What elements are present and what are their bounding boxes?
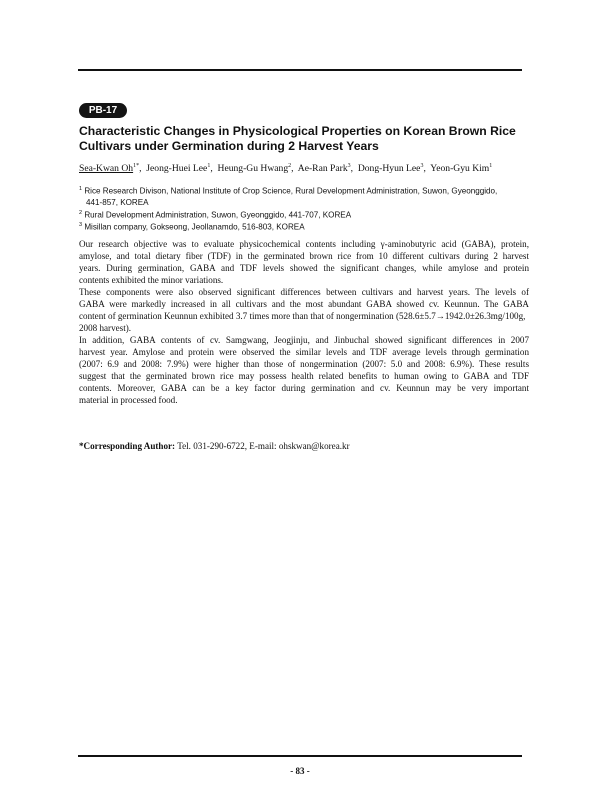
author-affil-mark: 2 [288,163,292,169]
abstract-body [79,238,529,406]
abstract-line: suggest that the germinated brown rice may possess health related benefits to human owing to GABA and TDF [79,371,529,381]
author-list: Sea-Kwan $Oh^{1*}$, Jeong-Huei Lee$^1$, Heung-Gu Hwang$^2$, Ae-Ran Park$^3$, Dong-Hyun Lee$^3$, Yeon-Gyu Kim$^1$ [79,163,493,175]
poster-badge: PB-17 [79,103,127,118]
affiliation [79,184,529,197]
affiliation-continued: 441-857, KOREA [86,197,149,207]
author-affil-mark: 3 [347,163,351,169]
abstract-line: Our research objective was to evaluate physicochemical contents including γ-aminobutyric acid (GABA), protein, [79,239,529,249]
abstract-line: GABA were markedly increased in all cultivars and the most abundant GABA showed cv. Keunnun. The GABA [79,299,529,309]
abstract-line: material in processed food. [79,395,178,405]
abstract-line: harvest year. Amylose and protein were observed the similar levels and TDF average levels through germination [79,347,529,357]
affiliation-number: 1 [79,186,83,192]
corresponding-author [79,441,529,451]
paper-title [79,124,529,154]
abstract-line: contents. Moreover, GABA can be a key factor during germination and cv. Keunnun may be very important [79,383,529,393]
affiliation-text: Misillan company, Gokseong, Jeollanamdo, 516-803, KOREA [84,223,305,233]
affiliation-list [79,184,529,233]
author-affil-mark: 1 [489,163,493,169]
corresponding-contact: Tel. 031-290-6722, E-mail: ohskwan@korea.kr [175,441,350,451]
author-name: Dong-Hyun Lee [357,163,421,175]
abstract-line: (2007: 6.9 and 2008: 7.9%) were higher than those of nongermination (2007: 5.0 and 2008: 6.9%). These results [79,359,529,369]
author-name: Yeon-Gyu Kim [430,163,490,175]
abstract-line: content of germination Keunnun exhibited 3.7 times more than that of nongermination (528.6±5.7→1942.0±26.3mg/100g, [79,311,526,321]
abstract-line: 2008 harvest). [79,323,132,333]
author-name: Heung-Gu Hwang [217,163,289,175]
abstract-line: contents exhibited the minor variations. [79,275,224,285]
bottom-rule [78,755,522,757]
affiliation [79,220,529,233]
author-affil-mark: 1* [133,163,140,169]
corresponding-label: *Corresponding Author: [79,441,176,451]
affiliation-text: Rice Research Divison, National Institute of Crop Science, Rural Development Administration, Suwon, Gyeonggido, [84,186,498,196]
abstract-line: In addition, GABA contents of cv. Samgwang, Jeogjinju, and Jinbuchal showed significant differences in 2007 [79,335,529,345]
affiliation-text: Rural Development Administration, Suwon, Gyeonggido, 441-707, KOREA [84,210,352,220]
page-number: - 83 - [290,766,310,776]
top-rule [78,69,522,71]
abstract-line: years. During germination, GABA and TDF levels showed the significant changes, while amylose and protein [79,263,529,273]
affiliation-number: 2 [79,209,83,216]
title-line: Cultivars under Germination during 2 Harvest Years [79,139,379,153]
abstract-line: amylose, and total dietary fiber (TDF) in the germinated brown rice from 10 different cultivars during 2 harvest [79,251,529,261]
affiliation-number: 3 [79,222,83,229]
title-line: Characteristic Changes in Physicological Properties on Korean Brown Rice [79,124,516,138]
affiliation [79,208,529,221]
author-affil-mark: 3 [420,163,424,169]
author-name: Sea-Kwan Oh [79,163,134,175]
author-affil-mark: 1 [207,163,211,169]
author-name: Ae-Ran Park [297,163,348,175]
author-name: Jeong-Huei Lee [146,163,208,175]
abstract-line: These components were also observed significant differences between cultivars and harvest years. The levels of [79,287,529,297]
